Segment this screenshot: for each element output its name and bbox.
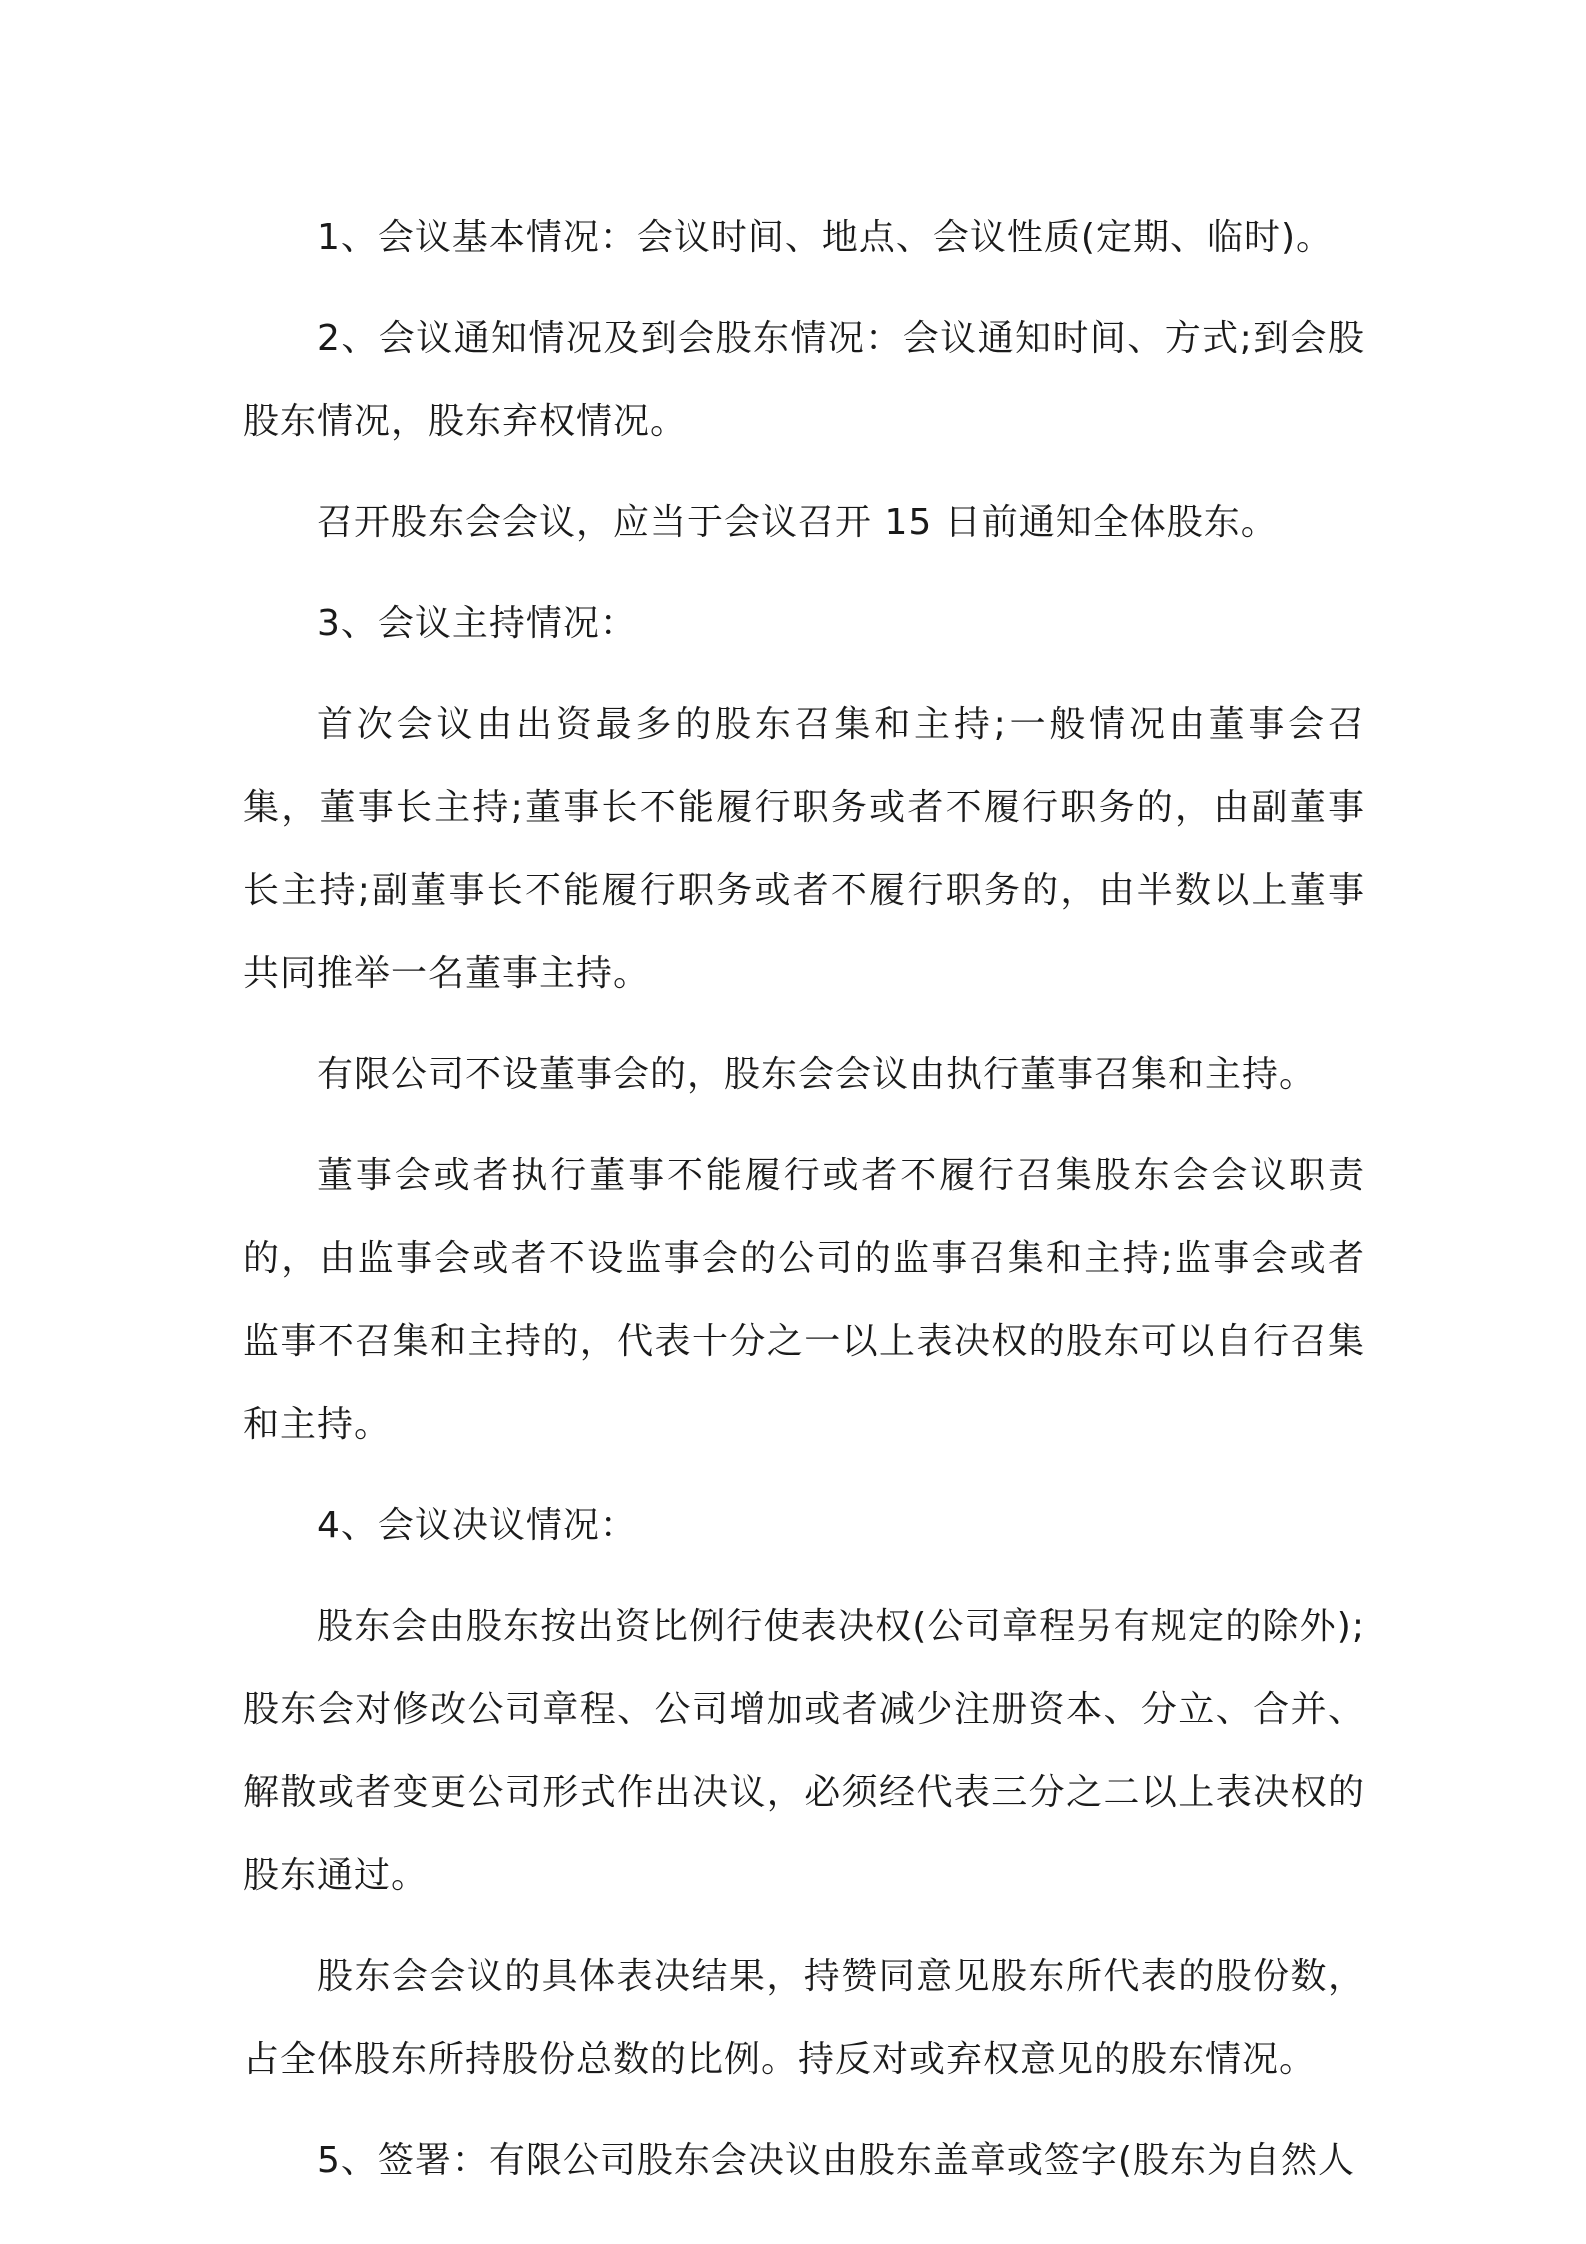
paragraph-signing: 5、签署：有限公司股东会决议由股东盖章或签字(股东为自然人	[317, 2140, 1355, 2181]
paragraph-notice-deadline: 召开股东会会议，应当于会议召开 15 日前通知全体股东。	[317, 502, 1278, 543]
paragraph-voting-results: 股东会会议的具体表决结果，持赞同意见股东所代表的股份数，占全体股东所持股份总数的比例。持反对或弃权意见的股东情况。	[243, 1956, 1365, 2080]
document-body	[243, 196, 1365, 2220]
paragraph-meeting-basics: 1、会议基本情况：会议时间、地点、会议性质(定期、临时)。	[317, 217, 1333, 258]
paragraph-notice-attendance: 2、会议通知情况及到会股东情况：会议通知时间、方式;到会股股东情况，股东弃权情况。	[243, 318, 1365, 442]
paragraph-voting-rights: 股东会由股东按出资比例行使表决权(公司章程另有规定的除外);股东会对修改公司章程、公司增加或者减少注册资本、分立、合并、解散或者变更公司形式作出决议，必须经代表三分之二以上表决权的股东通过。	[243, 1606, 1365, 1896]
paragraph-chair-rules: 首次会议由出资最多的股东召集和主持;一般情况由董事会召集，董事长主持;董事长不能履行职务或者不履行职务的，由副董事长主持;副董事长不能履行职务或者不履行职务的，由半数以上董事共同推举一名董事主持。	[243, 704, 1365, 994]
paragraph-supervisor-convening: 董事会或者执行董事不能履行或者不履行召集股东会会议职责的，由监事会或者不设监事会的公司的监事召集和主持;监事会或者监事不召集和主持的，代表十分之一以上表决权的股东可以自行召集和主持。	[243, 1155, 1365, 1445]
paragraph-executive-director: 有限公司不设董事会的，股东会会议由执行董事召集和主持。	[317, 1054, 1317, 1095]
paragraph-chair-heading: 3、会议主持情况：	[317, 603, 637, 644]
paragraph-resolution-heading: 4、会议决议情况：	[317, 1505, 637, 1546]
